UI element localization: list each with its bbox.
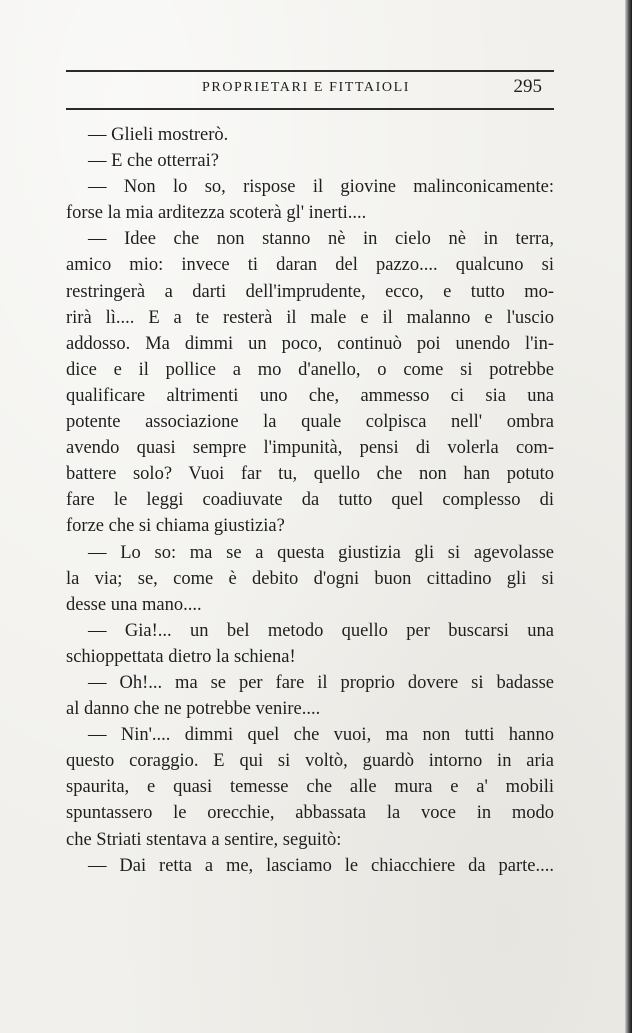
text-line: — Non lo so, rispose il giovine malinconicamente: xyxy=(88,177,554,198)
text-line: addosso. Ma dimmi un poco, continuò poi unendo l'in- xyxy=(66,333,554,354)
text-line: — Idee che non stanno nè in cielo nè in terra, xyxy=(88,229,554,250)
text-line: — Lo so: ma se a questa giustizia gli si agevolasse xyxy=(88,542,554,563)
text-line: qualificare altrimenti uno che, ammesso ci sia una xyxy=(66,385,554,406)
text-line: al danno che ne potrebbe venire.... xyxy=(66,699,321,720)
text-line: spuntassero le orecchie, abbassata la voce in modo xyxy=(66,803,554,824)
text-line: la via; se, come è debito d'ogni buon cittadino gli si xyxy=(66,568,554,589)
text-line: desse una mano.... xyxy=(66,594,202,615)
text-line: — E che otterrai? xyxy=(88,151,219,172)
text-line: amico mio: invece ti daran del pazzo.... qualcuno si xyxy=(66,255,554,276)
page-number: 295 xyxy=(513,76,542,97)
text-line: — Gia!... un bel metodo quello per buscarsi una xyxy=(88,620,554,641)
text-line: fare le leggi coadiuvate da tutto quel complesso di xyxy=(66,490,554,511)
text-line: restringerà a darti dell'imprudente, ecco, e tutto mo- xyxy=(66,281,554,302)
text-line: battere solo? Vuoi far tu, quello che non han potuto xyxy=(66,464,554,485)
page-header xyxy=(66,70,554,110)
text-line: forse la mia arditezza scoterà gl' inerti.... xyxy=(66,203,367,224)
text-line: spaurita, e quasi temesse che alle mura e a' mobili xyxy=(66,777,554,798)
body-text xyxy=(66,122,554,879)
text-line: — Oh!... ma se per fare il proprio dovere si badasse xyxy=(88,672,554,693)
text-line: forze che si chiama giustizia? xyxy=(66,516,285,537)
running-head: PROPRIETARI E FITTAIOLI xyxy=(202,80,410,95)
text-line: potente associazione la quale colpisca nell' ombra xyxy=(66,412,554,433)
text-line: schioppettata dietro la schiena! xyxy=(66,646,296,667)
text-line: rirà lì.... E a te resterà il male e il malanno e l'uscio xyxy=(66,307,554,328)
text-line: avendo quasi sempre l'impunità, pensi di volerla com- xyxy=(66,438,554,459)
text-line: — Nin'.... dimmi quel che vuoi, ma non tutti hanno xyxy=(88,725,554,746)
text-line: questo coraggio. E qui si voltò, guardò intorno in aria xyxy=(66,751,554,772)
header-rule-bottom xyxy=(66,108,554,110)
header-rule-top xyxy=(66,70,554,72)
text-line: che Striati stentava a sentire, seguitò: xyxy=(66,829,342,850)
text-line: — Dai retta a me, lasciamo le chiacchiere da parte.... xyxy=(88,855,554,876)
text-line: dice e il pollice a mo d'anello, o come si potrebbe xyxy=(66,359,554,380)
text-line: — Glieli mostrerò. xyxy=(88,125,229,145)
page-edge-shadow xyxy=(625,0,632,1033)
